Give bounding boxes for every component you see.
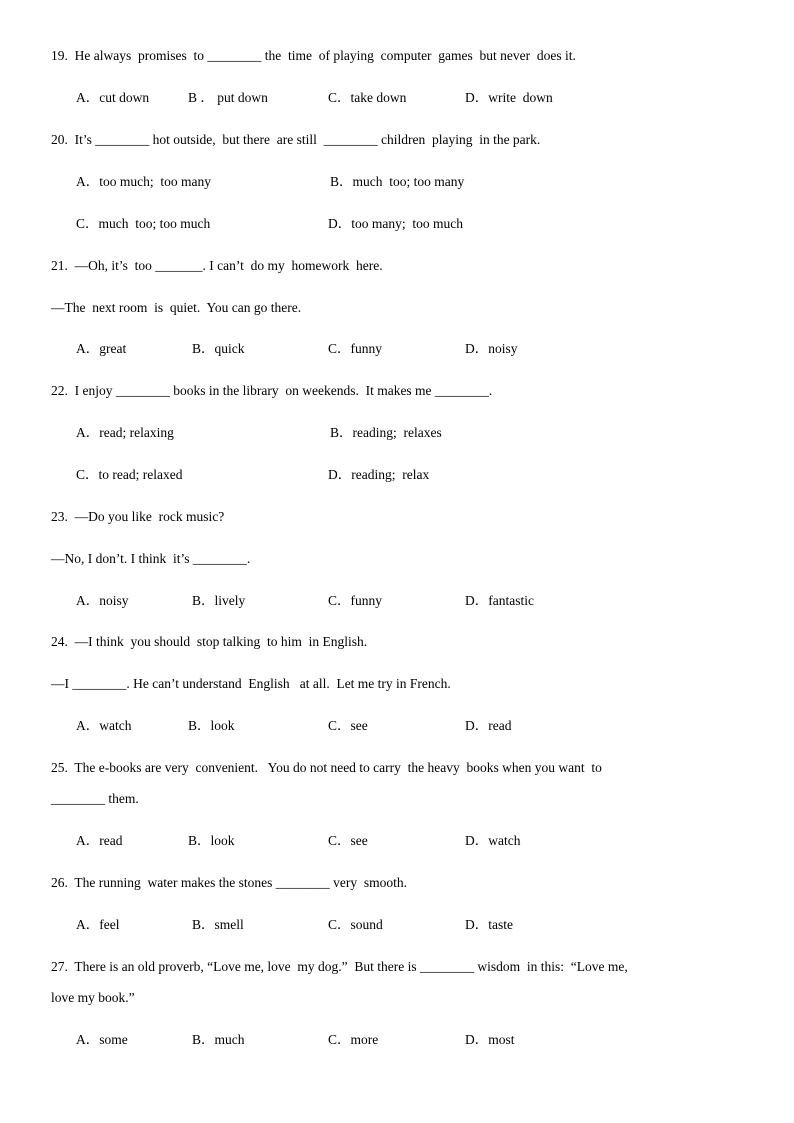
q21-option-a: A．great (76, 341, 127, 356)
q19-option-a: A．cut down (76, 90, 150, 105)
q25-option-a: A．read (76, 833, 123, 848)
q27-option-c: C．more (328, 1032, 379, 1047)
q24-option-d: D．read (465, 718, 512, 733)
q23-option-a: A．noisy (76, 593, 129, 608)
question-27-stem: 27. There is an old proverb, “Love me, love my dog.” But there is ________ wisdom in this: “Love me, (51, 959, 628, 974)
question-24-reply: —I ________. He can’t understand English at all. Let me try in French. (51, 676, 451, 691)
q24-option-c: C．see (328, 718, 368, 733)
q22-option-d: D．reading; relax (328, 467, 430, 482)
question-19-stem: 19. He always promises to ________ the time of playing computer games but never does it. (51, 48, 576, 63)
q22-option-c: C．to read; relaxed (76, 467, 183, 482)
question-27-stem-cont: love my book.” (51, 990, 135, 1005)
q20-option-c: C．much too; too much (76, 216, 211, 231)
question-22-stem: 22. I enjoy ________ books in the library on weekends. It makes me ________. (51, 383, 493, 398)
question-26-stem: 26. The running water makes the stones ________ very smooth. (51, 875, 407, 890)
q26-option-a: A．feel (76, 917, 120, 932)
question-20-stem: 20. It’s ________ hot outside, but there are still ________ children playing in the park. (51, 132, 541, 147)
question-21-reply: —The next room is quiet. You can go there. (51, 300, 302, 315)
q19-option-d: D．write down (465, 90, 553, 105)
q19-option-b: B ． put down (188, 90, 268, 105)
q21-option-b: B．quick (192, 341, 245, 356)
q20-option-b: B．much too; too many (330, 174, 465, 189)
q24-option-a: A．watch (76, 718, 132, 733)
q25-option-c: C．see (328, 833, 368, 848)
q27-option-a: A．some (76, 1032, 128, 1047)
question-23-stem: 23. —Do you like rock music? (51, 509, 225, 524)
question-24-stem: 24. —I think you should stop talking to him in English. (51, 634, 368, 649)
q26-option-b: B．smell (192, 917, 244, 932)
q26-option-c: C．sound (328, 917, 383, 932)
q22-option-a: A．read; relaxing (76, 425, 174, 440)
q23-option-d: D．fantastic (465, 593, 534, 608)
q25-option-d: D．watch (465, 833, 521, 848)
q21-option-d: D．noisy (465, 341, 518, 356)
q24-option-b: B．look (188, 718, 235, 733)
q27-option-b: B．much (192, 1032, 245, 1047)
q22-option-b: B．reading; relaxes (330, 425, 442, 440)
q20-option-d: D．too many; too much (328, 216, 463, 231)
question-21-stem: 21. —Oh, it’s too _______. I can’t do my homework here. (51, 258, 383, 273)
q23-option-c: C．funny (328, 593, 382, 608)
q25-option-b: B．look (188, 833, 235, 848)
q21-option-c: C．funny (328, 341, 382, 356)
question-25-stem: 25. The e-books are very convenient. You do not need to carry the heavy books when you want to (51, 760, 602, 775)
question-25-stem-cont: ________ them. (51, 791, 139, 806)
q20-option-a: A．too much; too many (76, 174, 211, 189)
q19-option-c: C．take down (328, 90, 407, 105)
q26-option-d: D．taste (465, 917, 513, 932)
question-23-reply: —No, I don’t. I think it’s ________. (51, 551, 251, 566)
q23-option-b: B．lively (192, 593, 246, 608)
q27-option-d: D．most (465, 1032, 515, 1047)
